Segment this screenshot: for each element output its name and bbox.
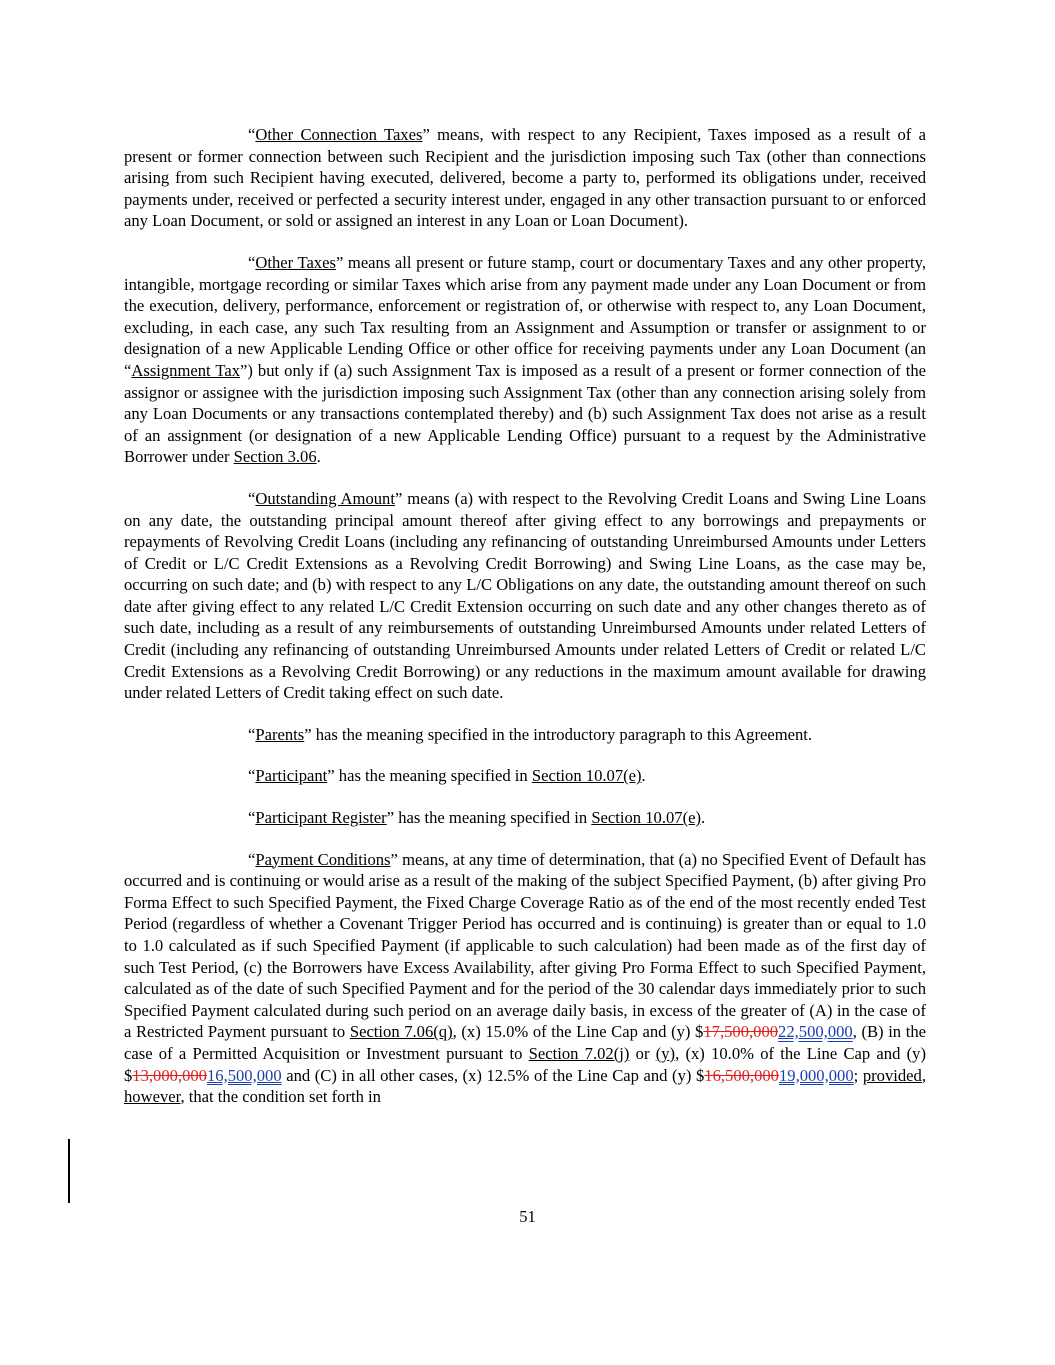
definition-parents: “Parents” has the meaning specified in the introductory paragraph to this Agreement. [248,724,813,744]
definition-outstanding-amount: “Outstanding Amount” means (a) with respect to the Revolving Credit Loans and Swing Line Loans on any date, the outstanding principal amount thereof after giving effect to any borrowings and prepayments or repayments of Revolving Credit Loans (including any refinancing of outstanding Unreimbursed Amounts under Letters of Credit or L/C Credit Extensions as a Revolving Credit Borrowing) and Swing Line Loans, as the case may be, occurring on such date; and (b) with respect to any L/C Obligations on any date, the outstanding amount thereof on such date after giving effect to any related L/C Credit Extension occurring on such date and any other changes thereto as of such date, including as a result of any reimbursements of outstanding Unreimbursed Amounts under related Letters of Credit (including any refinancing of outstanding Unreimbursed Amounts under related Letters of Credit or related L/C Credit Extensions as a Revolving Credit Borrowing) or any reductions in the maximum amount available for drawing under related Letters of Credit taking effect on such date. [124,488,926,703]
definition-participant: “Participant” has the meaning specified in Section 10.07(e). [248,766,646,786]
section-reference: Section 10.07(e) [591,808,701,828]
definition-other-taxes: “Other Taxes” means all present or future stamp, court or documentary Taxes and any other property, intangible, mortgage recording or similar Taxes which arise from any payment made under any Loan Document or from the execution, delivery, performance, enforcement or registration of, or otherwise with respect to, any Loan Document, excluding, in each case, any such Tax resulting from an Assignment and Assumption or transfer or assignment to or designation of a new Applicable Lending Office or other office for receiving payments under any Loan Document (an “Assignment Tax”) but only if (a) such Assignment Tax is imposed as a result of a present or former connection of the assignor or assignee with the jurisdiction imposing such Assignment Tax (other than any connection arising solely from any Loan Documents or any transactions contemplated thereby) and (b) such Assignment Tax does not arise as a result of an assignment (or designation of a new Applicable Lending Office) pursuant to a request by the Administrative Borrower under Section 3.06. [124,252,926,467]
deleted-amount: 17,500,000 [703,1022,779,1042]
defined-term: Outstanding Amount [255,488,395,508]
defined-term: Participant [255,766,328,786]
section-reference: (y) [655,1043,676,1063]
section-reference: Section 7.02(j) [528,1043,630,1063]
document-page [124,124,926,1128]
section-reference: Section 10.07(e) [531,766,642,786]
definition-payment-conditions: “Payment Conditions” means, at any time of determination, that (a) no Specified Event of Default has occurred and is continuing or would arise as a result of the making of the subject Specified Payment, (b) after giving Pro Forma Effect to such Specified Payment, the Fixed Charge Coverage Ratio as of the end of the most recently ended Test Period (regardless of whether a Covenant Trigger Period has occurred and is continuing) is greater than or equal to 1.0 to 1.0 calculated as if such Specified Payment (if applicable to such calculation) had been made as of the first day of such Test Period, (c) the Borrowers have Excess Availability, after giving Pro Forma Effect to such Specified Payment, calculated as of the date of such Specified Payment and for the period of the 30 calendar days immediately prior to such Specified Payment calculated during such period on an average daily basis, in excess of the greater of (A) in the case of a Restricted Payment pursuant to Section 7.06(q), (x) 15.0% of the Line Cap and (y) $17,500,00022,500,000, (B) in the case of a Permitted Acquisition or Investment pursuant to Section 7.02(j) or (y), (x) 10.0% of the Line Cap and (y) $13,000,00016,500,000 and (C) in all other cases, (x) 12.5% of the Line Cap and (y) $16,500,00019,000,000; provided, however, that the condition set forth in [124,849,926,1107]
defined-term: Assignment Tax [131,360,241,380]
defined-term: Other Taxes [255,252,336,272]
defined-term: Parents [255,724,305,744]
section-reference: Section 7.06(q) [349,1022,453,1042]
inserted-amount: 16,500,000 [206,1065,282,1085]
revision-change-bar [68,1139,70,1203]
emphasized-term: provided [862,1065,922,1085]
inserted-amount: 19,000,000 [778,1065,854,1085]
deleted-amount: 13,000,000 [132,1065,207,1085]
defined-term: Participant Register [255,808,387,828]
definition-other-connection-taxes: “Other Connection Taxes” means, with respect to any Recipient, Taxes imposed as a result of a present or former connection between such Recipient and the jurisdiction imposing such Tax (other than connections arising from such Recipient having executed, delivered, become a party to, performed its obligations under, received payments under, received or perfected a security interest under, engaged in any other transaction pursuant to or enforced any Loan Document, or sold or assigned an interest in any Loan or Loan Document). [124,125,926,231]
defined-term: Other Connection Taxes [255,125,423,144]
section-reference: Section 3.06 [233,447,317,467]
page-number: 51 [519,1207,536,1226]
deleted-amount: 16,500,000 [704,1065,779,1085]
definition-participant-register: “Participant Register” has the meaning specified in Section 10.07(e). [248,808,706,828]
emphasized-term: however [124,1087,181,1107]
defined-term: Payment Conditions [255,849,391,869]
inserted-amount: 22,500,000 [778,1022,853,1042]
